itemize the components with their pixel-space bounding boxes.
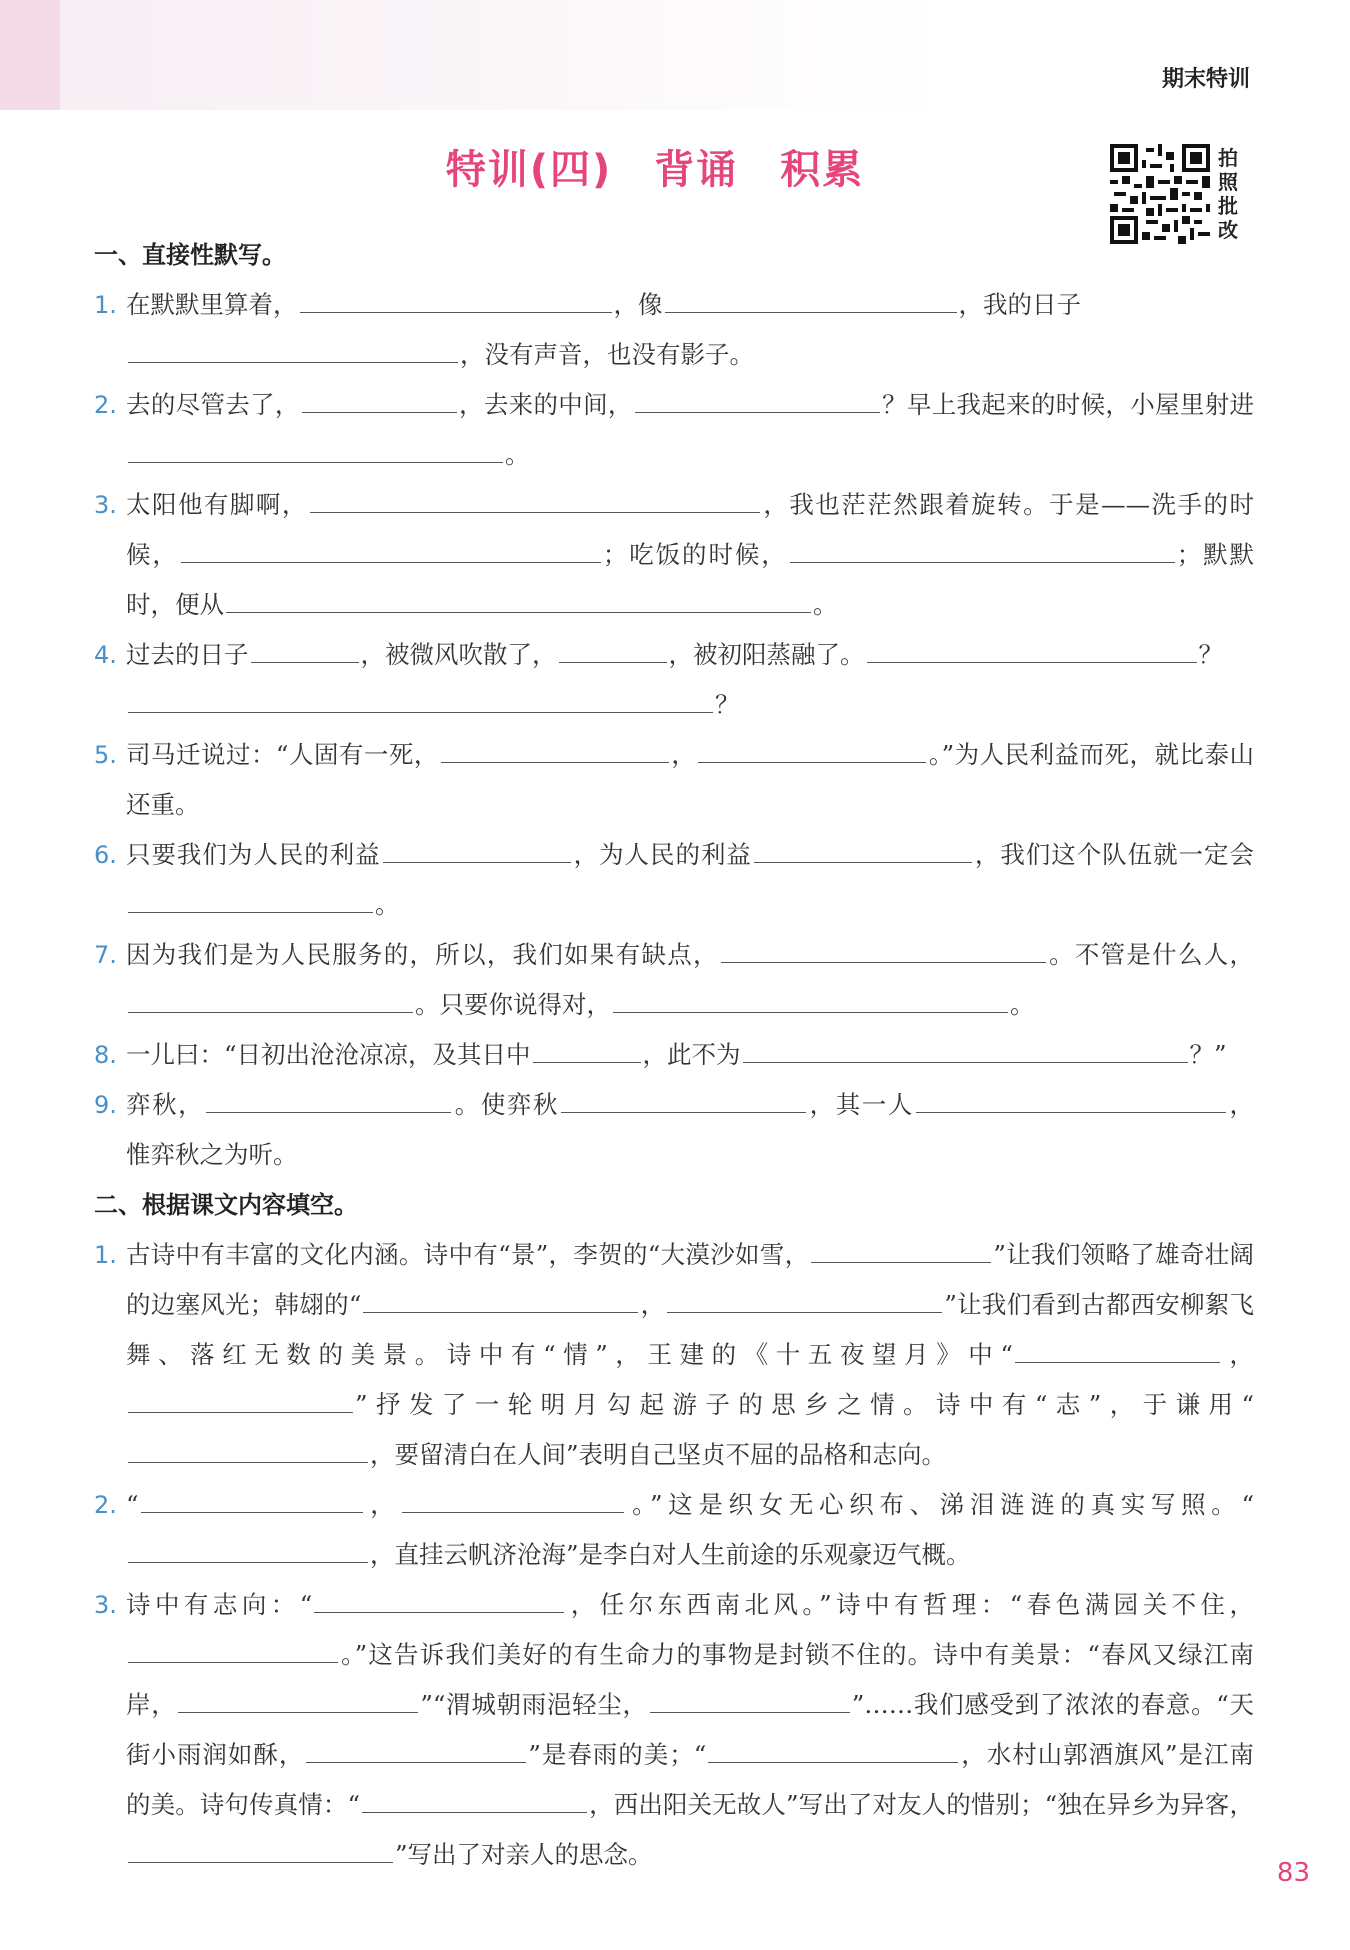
question-text: ，被初阳蒸融了。 — [668, 640, 865, 669]
question-text: ，我们这个队伍就一定会 — [973, 840, 1255, 869]
question-text: 一儿曰：“日初出沧沧凉凉，及其日中 — [126, 1040, 531, 1069]
question-text: ”“渭城朝雨浥轻尘， — [420, 1690, 648, 1719]
worksheet-content — [94, 230, 1254, 1880]
question-text: ？早上我起来的时候，小屋里射进 — [881, 390, 1255, 419]
answer-blank[interactable] — [1015, 1332, 1220, 1363]
answer-blank[interactable] — [306, 1732, 526, 1763]
question-text: 。”为人民利益而死，就比泰山还重。 — [126, 740, 1254, 819]
question-1-8 — [94, 1030, 1254, 1080]
question-text: 因为我们是为人民服务的，所以，我们如果有缺点， — [126, 940, 719, 969]
question-text: 。不管是什么人， — [1047, 940, 1255, 969]
question-text: 在默默里算着， — [126, 290, 298, 319]
question-2-2 — [94, 1480, 1254, 1580]
question-text: ，为人民的利益 — [572, 840, 752, 869]
answer-blank[interactable] — [310, 482, 760, 513]
question-1-6 — [94, 830, 1254, 930]
question-1-2 — [94, 380, 1254, 480]
question-text: “ — [126, 1490, 139, 1519]
answer-blank[interactable] — [314, 1582, 564, 1613]
answer-blank[interactable] — [178, 1682, 418, 1713]
answer-blank[interactable] — [128, 882, 373, 913]
question-text: 去的尽管去了， — [126, 390, 300, 419]
question-text: 。 — [1010, 990, 1035, 1019]
question-text: ， — [364, 1490, 401, 1519]
answer-blank[interactable] — [867, 632, 1197, 663]
answer-blank[interactable] — [721, 932, 1046, 963]
answer-blank[interactable] — [128, 432, 503, 463]
question-number: 5. — [94, 741, 117, 769]
question-text: 弈秋， — [126, 1090, 205, 1119]
answer-blank[interactable] — [708, 1732, 958, 1763]
question-text: 。使弈秋 — [453, 1090, 560, 1119]
question-text: ”抒发了一轮明月勾起游子的思乡之情。诗中有“志”，于谦用“ — [355, 1390, 1254, 1419]
question-number: 1. — [94, 291, 117, 319]
question-text: ，直挂云帆济沧海”是李白对人生前途的乐观豪迈气概。 — [370, 1540, 971, 1569]
question-text: ；吃饭的时候， — [602, 540, 788, 569]
question-number: 8. — [94, 1041, 117, 1069]
question-text: ，像 — [613, 290, 663, 319]
question-1-9 — [94, 1080, 1254, 1180]
answer-blank[interactable] — [226, 582, 811, 613]
question-text: ，没有声音，也没有影子。 — [460, 340, 754, 369]
question-text: ，惟弈秋之为听。 — [126, 1090, 1255, 1169]
question-text: 古诗中有丰富的文化内涵。诗中有“景”，李贺的“大漠沙如雪， — [126, 1240, 810, 1269]
qr-code-icon[interactable] — [1110, 144, 1210, 244]
answer-blank[interactable] — [754, 832, 972, 863]
question-number: 1. — [94, 1241, 117, 1269]
answer-blank[interactable] — [128, 682, 713, 713]
question-text: ”写出了对亲人的思念。 — [395, 1840, 653, 1869]
question-text: 太阳他有脚啊， — [126, 490, 308, 519]
answer-blank[interactable] — [251, 632, 359, 663]
question-text: 司马迁说过：“人固有一死， — [126, 740, 439, 769]
question-text: ， — [640, 1290, 666, 1319]
question-1-3 — [94, 480, 1254, 630]
header-label: 期末特训 — [1161, 67, 1250, 92]
answer-blank[interactable] — [916, 1082, 1226, 1113]
question-1-4 — [94, 630, 1254, 730]
answer-blank[interactable] — [402, 1482, 624, 1513]
question-text: ，任尔东西南北风。”诗中有哲理：“春色满园关不住， — [566, 1590, 1254, 1619]
answer-blank[interactable] — [362, 1782, 587, 1813]
question-text: ”让我们领略了雄奇壮阔的边塞风光；韩翃的“ — [126, 1240, 1254, 1319]
question-text: ，去来的中间， — [458, 390, 633, 419]
top-band — [0, 0, 1350, 110]
question-2-3 — [94, 1580, 1254, 1880]
page-number: 83 — [1276, 1858, 1310, 1888]
question-text: ”让我们看到古都西安柳絮飞舞、落红无数的美景。诗中有“情”，王建的《十五夜望月》中“ — [126, 1290, 1255, 1369]
question-text: ，我的日子 — [958, 290, 1081, 319]
question-number: 2. — [94, 391, 117, 419]
question-number: 3. — [94, 1591, 117, 1619]
question-text: ，其一人 — [808, 1090, 914, 1119]
answer-blank[interactable] — [667, 1282, 942, 1313]
answer-blank[interactable] — [363, 1282, 638, 1313]
answer-blank[interactable] — [811, 1232, 991, 1263]
answer-blank[interactable] — [613, 982, 1008, 1013]
top-pink-bar — [0, 0, 60, 110]
question-number: 2. — [94, 1491, 117, 1519]
question-1-7 — [94, 930, 1254, 1030]
answer-blank[interactable] — [128, 982, 413, 1013]
answer-blank[interactable] — [128, 1382, 353, 1413]
question-text: 。只要你说得对， — [415, 990, 611, 1019]
section-heading-1: 一、直接性默写。 — [94, 241, 286, 269]
question-number: 3. — [94, 491, 117, 519]
question-text: ，西出阳关无故人”写出了对友人的惜别；“独在异乡为异客， — [589, 1790, 1254, 1819]
answer-blank[interactable] — [128, 1532, 368, 1563]
answer-blank[interactable] — [665, 282, 957, 313]
question-number: 6. — [94, 841, 117, 869]
answer-blank[interactable] — [650, 1682, 850, 1713]
question-text: ？ — [1198, 640, 1223, 669]
question-1-1 — [94, 280, 1254, 380]
question-text: ？ — [715, 690, 740, 719]
answer-blank[interactable] — [128, 1832, 393, 1863]
question-text: 。 — [813, 590, 838, 619]
question-number: 7. — [94, 941, 117, 969]
section-heading-2: 二、根据课文内容填空。 — [94, 1191, 358, 1219]
question-text: ， — [1221, 1340, 1255, 1369]
qr-label: 拍照批改 — [1218, 146, 1238, 242]
page-title: 特训(四) 背诵 积累 — [445, 147, 865, 193]
question-text: ”……我们感受到了浓浓的春意。“天街小雨润如酥， — [126, 1690, 1254, 1769]
question-text: ，我也茫茫然跟着旋转。于是——洗手的时候， — [126, 490, 1254, 569]
answer-blank[interactable] — [698, 732, 926, 763]
question-number: 4. — [94, 641, 117, 669]
question-text: 诗中有志向：“ — [126, 1590, 313, 1619]
answer-blank[interactable] — [206, 1082, 451, 1113]
answer-blank[interactable] — [559, 632, 667, 663]
question-text: ？” — [1189, 1040, 1227, 1069]
answer-blank[interactable] — [635, 382, 880, 413]
question-2-1 — [94, 1230, 1254, 1480]
answer-blank[interactable] — [128, 332, 458, 363]
answer-blank[interactable] — [383, 832, 571, 863]
answer-blank[interactable] — [141, 1482, 363, 1513]
answer-blank[interactable] — [128, 1632, 338, 1663]
question-text: ，此不为 — [642, 1040, 741, 1069]
question-text: 过去的日子 — [126, 640, 249, 669]
question-text: ， — [670, 740, 697, 769]
answer-blank[interactable] — [181, 532, 601, 563]
question-text: 。”这是织女无心织布、涕泪涟涟的真实写照。“ — [626, 1490, 1254, 1519]
question-text: ，被微风吹散了， — [360, 640, 557, 669]
question-1-5 — [94, 730, 1254, 830]
answer-blank[interactable] — [533, 1032, 641, 1063]
question-text: 。 — [375, 890, 400, 919]
answer-blank[interactable] — [743, 1032, 1188, 1063]
answer-blank[interactable] — [441, 732, 669, 763]
answer-blank[interactable] — [128, 1432, 368, 1463]
question-text: 。”这告诉我们美好的有生命力的事物是封锁不住的。诗中有美景：“春风又绿江南岸， — [126, 1640, 1254, 1719]
question-text: ”是春雨的美；“ — [528, 1740, 707, 1769]
question-number: 9. — [94, 1091, 117, 1119]
answer-blank[interactable] — [302, 382, 457, 413]
answer-blank[interactable] — [300, 282, 612, 313]
question-text: ；默默时，便从 — [126, 540, 1255, 619]
question-text: ，要留清白在人间”表明自己坚贞不屈的品格和志向。 — [370, 1440, 947, 1469]
answer-blank[interactable] — [790, 532, 1175, 563]
question-text: 。 — [505, 440, 530, 469]
answer-blank[interactable] — [561, 1082, 806, 1113]
question-text: 只要我们为人民的利益 — [126, 840, 381, 869]
question-text: ，水村山郭酒旗风”是江南的美。诗句传真情：“ — [126, 1740, 1255, 1819]
